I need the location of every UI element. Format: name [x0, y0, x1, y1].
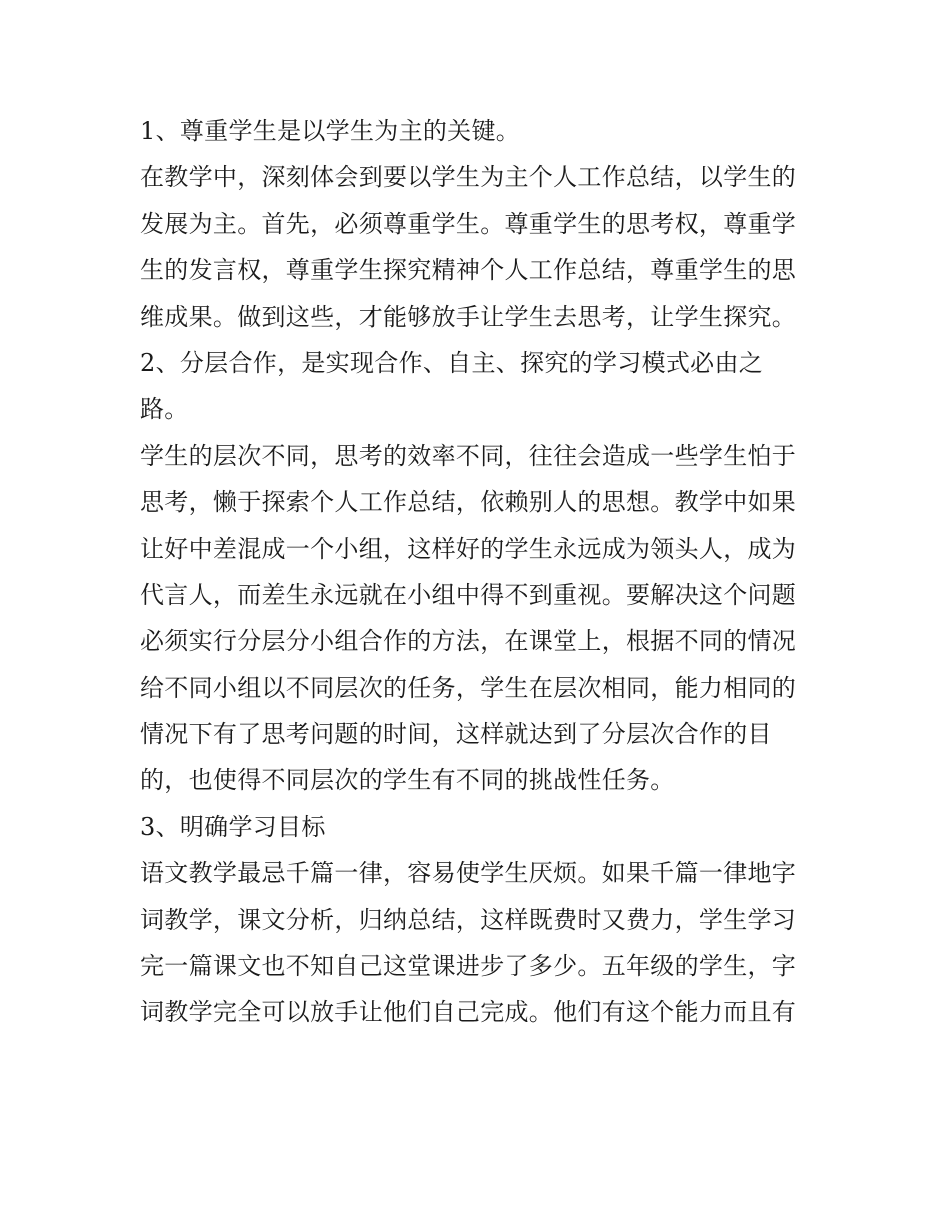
heading-2: 2、分层合作，是实现合作、自主、探究的学习模式必由之	[140, 348, 764, 377]
paragraph-line: 的，也使得不同层次的学生有不同的挑战性任务。	[140, 766, 675, 795]
paragraph-line: 词教学完全可以放手让他们自己完成。他们有这个能力而且有	[140, 998, 797, 1027]
paragraph-line: 词教学，课文分析，归纳总结，这样既费时又费力，学生学习	[140, 905, 797, 934]
heading-3: 3、明确学习目标	[140, 812, 326, 841]
paragraph-line: 语文教学最忌千篇一律，容易使学生厌烦。如果千篇一律地字	[140, 859, 797, 888]
paragraph-line: 学生的层次不同，思考的效率不同，往往会造成一些学生怕于	[140, 441, 797, 470]
paragraph-line: 完一篇课文也不知自己这堂课进步了多少。五年级的学生，字	[140, 952, 797, 981]
paragraph-line: 维成果。做到这些，才能够放手让学生去思考，让学生探究。	[140, 302, 797, 331]
paragraph-line: 在教学中，深刻体会到要以学生为主个人工作总结，以学生的	[140, 163, 797, 192]
heading-1: 1、尊重学生是以学生为主的关键。	[140, 117, 521, 145]
document-body	[140, 108, 820, 1036]
paragraph-line: 生的发言权，尊重学生探究精神个人工作总结，尊重学生的思	[140, 256, 797, 285]
paragraph-line: 发展为主。首先，必须尊重学生。尊重学生的思考权，尊重学	[140, 209, 797, 238]
paragraph-line: 给不同小组以不同层次的任务，学生在层次相同，能力相同的	[140, 673, 797, 702]
paragraph-line: 思考，懒于探索个人工作总结，依赖别人的思想。教学中如果	[140, 488, 797, 517]
paragraph-line: 必须实行分层分小组合作的方法，在课堂上，根据不同的情况	[140, 627, 797, 656]
paragraph-line: 代言人，而差生永远就在小组中得不到重视。要解决这个问题	[140, 580, 797, 609]
heading-2-continued: 路。	[140, 395, 189, 424]
paragraph-line: 让好中差混成一个小组，这样好的学生永远成为领头人，成为	[140, 534, 797, 563]
paragraph-line: 情况下有了思考问题的时间，这样就达到了分层次合作的目	[140, 720, 772, 749]
